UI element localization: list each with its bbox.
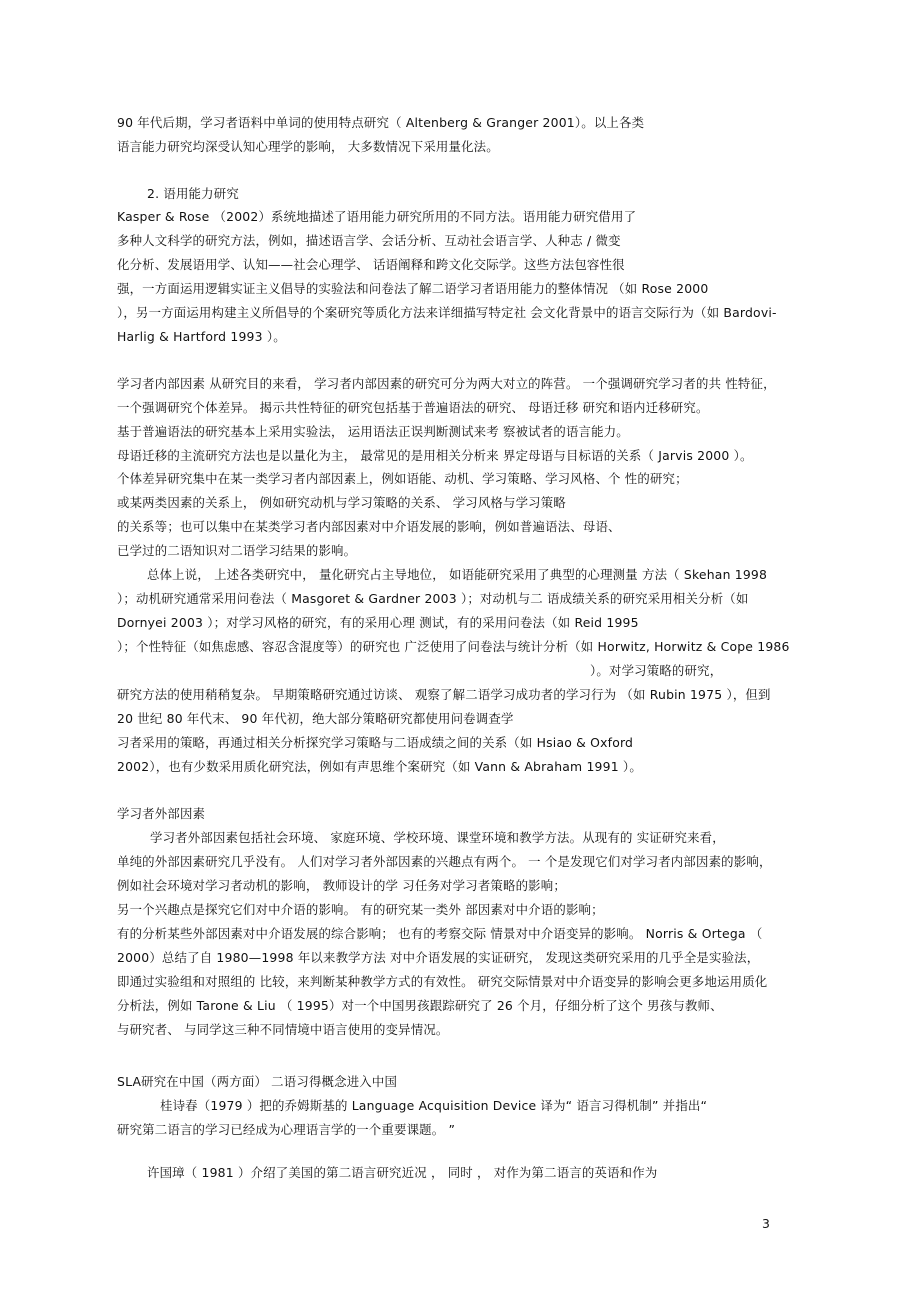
section-heading: 2. 语用能力研究 — [147, 186, 239, 201]
text-line: ）。对学习策略的研究， — [590, 663, 723, 678]
text-line: 个体差异研究集中在某一类学习者内部因素上，例如语能、动机、学习策略、学习风格、个 性的研究； — [117, 471, 688, 486]
text-line: 桂诗春（1979 ）把的乔姆斯基的 Language Acquisition Device 译为“ 语言习得机制” 并指出“ — [160, 1098, 708, 1113]
text-line: Dornyei 2003 ）；对学习风格的研究，有的采用心理 测试，有的采用问卷法（如 Reid 1995 — [117, 615, 639, 630]
text-line: 化分析、发展语用学、认知——社会心理学、 话语阐释和跨文化交际学。这些方法包容性很 — [117, 257, 625, 272]
text-line: 90 年代后期，学习者语料中单词的使用特点研究（ Altenberg & Granger 2001）。以上各类 — [117, 115, 645, 130]
text-line: 基于普遍语法的研究基本上采用实验法， 运用语法正误判断测试来考 察被试者的语言能力。 — [117, 424, 629, 439]
text-line: Kasper & Rose （2002）系统地描述了语用能力研究所用的不同方法。语用能力研究借用了 — [117, 209, 637, 224]
text-line: 已学过的二语知识对二语学习结果的影响。 — [117, 543, 357, 558]
text-line: 单纯的外部因素研究几乎没有。 人们对学习者外部因素的兴趣点有两个。 一 个是发现它们对学习者内部因素的影响， — [117, 854, 772, 869]
text-line: 一个强调研究个体差异。 揭示共性特征的研究包括基于普遍语法的研究、 母语迁移 研究和语内迁移研究。 — [117, 400, 709, 415]
text-line: 20 世纪 80 年代末、 90 年代初，绝大部分策略研究都使用问卷调查学 — [117, 711, 514, 726]
text-line: 语言能力研究均深受认知心理学的影响， 大多数情况下采用量化法。 — [117, 139, 499, 154]
text-line: 研究方法的使用稍稍复杂。 早期策略研究通过访谈、 观察了解二语学习成功者的学习行为 （如 Rubin 1975 ），但到 — [117, 687, 771, 702]
text-line: 2002），也有少数采用质化研究法，例如有声思维个案研究（如 Vann & Abraham 1991 ）。 — [117, 759, 642, 774]
page-number: 3 — [762, 1216, 770, 1231]
text-line: 分析法，例如 Tarone & Liu （ 1995）对一个中国男孩跟踪研究了 26 个月，仔细分析了这个 男孩与教师、 — [117, 998, 723, 1013]
text-line: 的关系等；也可以集中在某类学习者内部因素对中介语发展的影响，例如普遍语法、母语、 — [117, 519, 621, 534]
text-line: 或某两类因素的关系上， 例如研究动机与学习策略的关系、 学习风格与学习策略 — [117, 495, 566, 510]
section-heading: 学习者外部因素 — [117, 806, 206, 821]
text-line: 学习者外部因素包括社会环境、 家庭环境、学校环境、课堂环境和教学方法。从现有的 实证研究来看， — [150, 830, 725, 845]
text-line: 2000）总结了自 1980—1998 年以来教学方法 对中介语发展的实证研究， 发现这类研究采用的几乎全是实验法， — [117, 950, 760, 965]
text-line: 总体上说， 上述各类研究中， 量化研究占主导地位， 如语能研究采用了典型的心理测量 方法（ Skehan 1998 — [147, 567, 768, 582]
text-line: 例如社会环境对学习者动机的影响， 教师设计的学 习任务对学习者策略的影响； — [117, 878, 566, 893]
text-line: 习者采用的策略，再通过相关分析探究学习策略与二语成绩之间的关系（如 Hsiao & Oxford — [117, 735, 634, 750]
text-line: 许国璋（ 1981 ）介绍了美国的第二语言研究近况 ， 同时 ， 对作为第二语言的英语和作为 — [147, 1165, 658, 1180]
text-line: 研究第二语言的学习已经成为心理语言学的一个重要课题。 ” — [117, 1122, 456, 1137]
text-line: 多种人文科学的研究方法，例如，描述语言学、会话分析、互动社会语言学、人种志 / 微变 — [117, 233, 621, 248]
section-heading: SLA研究在中国（两方面） 二语习得概念进入中国 — [117, 1074, 398, 1089]
text-line: 学习者内部因素 从研究目的来看， 学习者内部因素的研究可分为两大对立的阵营。 一个强调研究学习者的共 性特征， — [117, 376, 776, 391]
text-line: ）；动机研究通常采用问卷法（ Masgoret & Gardner 2003 ）；对动机与二 语成绩关系的研究采用相关分析（如 — [117, 591, 749, 606]
text-line: ），另一方面运用构建主义所倡导的个案研究等质化方法来详细描写特定社 会文化背景中的语言交际行为（如 Bardovi- — [117, 305, 777, 320]
text-line: 即通过实验组和对照组的 比较，来判断某种教学方式的有效性。 研究交际情景对中介语变异的影响会更多地运用质化 — [117, 974, 768, 989]
text-line: 有的分析某些外部因素对中介语发展的综合影响； 也有的考察交际 情景对中介语变异的影响。 Norris & Ortega （ — [117, 926, 763, 941]
text-line: 与研究者、 与同学这三种不同情境中语言使用的变异情况。 — [117, 1022, 449, 1037]
text-line: 母语迁移的主流研究方法也是以量化为主， 最常见的是用相关分析来 界定母语与目标语的关系（ Jarvis 2000 ）。 — [117, 448, 753, 463]
text-line: ）；个性特征（如焦虑感、容忍含混度等）的研究也 广泛使用了问卷法与统计分析（如 Horwitz, Horwitz & Cope 1986 — [117, 639, 790, 654]
text-line: 另一个兴趣点是探究它们对中介语的影响。 有的研究某一类外 部因素对中介语的影响； — [117, 902, 604, 917]
text-line: Harlig & Hartford 1993 ）。 — [117, 329, 286, 344]
text-line: 强，一方面运用逻辑实证主义倡导的实验法和问卷法了解二语学习者语用能力的整体情况 （如 Rose 2000 — [117, 281, 709, 296]
